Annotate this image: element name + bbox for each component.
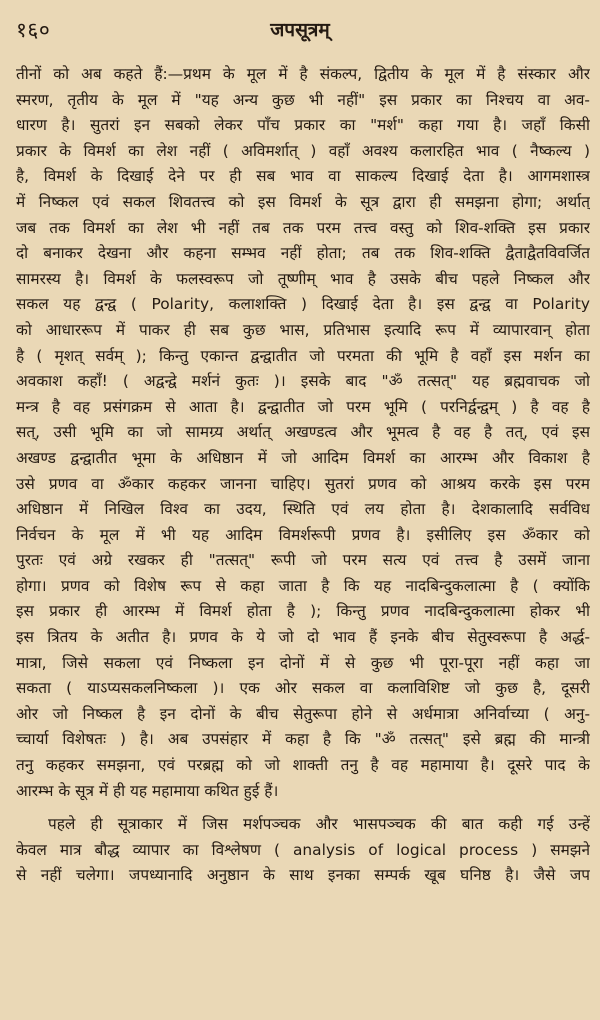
text-line: निर्वचन के मूल में भी यह आदिम विमर्शरूपी प्रणव है। इसीलिए इस ॐकार को	[16, 525, 590, 544]
page-number: १६०	[16, 18, 51, 42]
text-line: इस प्रकार ही आरम्भ में विमर्श होता है ); किन्तु प्रणव नादबिन्दुकलात्मा होकर भी	[16, 602, 590, 621]
text-line: पुरतः एवं अग्रे रखकर ही "तत्सत्" रूपी जो परम सत्य एवं तत्त्व है उसमें जाना	[16, 551, 590, 570]
text-line: केवल मात्र बौद्ध व्यापार का विश्लेषण ( analysis of logical process ) समझने	[16, 840, 590, 859]
text-line: से नहीं चलेगा। जपध्यानादि अनुष्ठान के साथ इनका सम्पर्क खूब घनिष्ठ है। जैसे जप	[16, 866, 590, 885]
text-line: ओर जो निष्कल है इन दोनों के बीच सेतुरूपा होने से अर्धमात्रा अनिर्वाच्या ( अनु-	[16, 704, 590, 723]
text-line: अवकाश कहाँ! ( अद्वन्द्वे मर्शनं कुतः )। इसके बाद "ॐ तत्सत्" यह ब्रह्मवाचक जो	[16, 372, 590, 391]
text-line: सकल यह द्वन्द्व ( Polarity, कलाशक्ति ) दिखाई देता है। इस द्वन्द्व वा Polarity	[16, 295, 590, 314]
text-line: मन्त्र है वह प्रसंगक्रम से आता है। द्वन्द्वातीत जो परम भूमि ( परनिर्द्वन्द्वम् ) है वह है	[16, 397, 590, 416]
text-line: च्चार्या विशेषतः ) है। अब उपसंहार में कहा है कि "ॐ तत्सत्" इसे ब्रह्म की मान्त्री	[16, 730, 590, 749]
page-header	[0, 16, 600, 46]
text-line: अधिष्ठान में निखिल विश्व का उदय, स्थिति एवं लय होता है। देशकालादि सर्वविध	[16, 500, 590, 519]
text-line: सकता ( याऽप्यसकलनिष्कला )। एक ओर सकल वा कलाविशिष्ट जो कुछ है, दूसरी	[16, 679, 590, 698]
paragraph	[16, 62, 590, 804]
text-line: जब तक विमर्श का लेश भी नहीं तब तक परम तत्त्व वस्तु को शिव-शक्ति इस प्रकार	[16, 218, 590, 237]
running-title: जपसूत्रम्	[270, 19, 330, 41]
text-line: तीनों को अब कहते हैं:—प्रथम के मूल में है संकल्प, द्वितीय के मूल में है संस्कार और	[16, 65, 590, 83]
text-line: सत्, उसी भूमि का जो सामग्र्य अर्थात् अखण्डत्व और भूमत्व है वह है तत्, एवं इस	[16, 423, 590, 442]
text-line: है ( मृशत् सर्वम् ); किन्तु एकान्त द्वन्द्वातीत जो परमता की भूमि है वहाँ इस मर्शन का	[16, 346, 590, 365]
text-line: प्रकार के विमर्श का लेश नहीं ( अविमर्शात् ) वहाँ अवश्य कलारहित भाव ( नैष्कल्य )	[16, 141, 590, 160]
paragraph	[16, 812, 590, 889]
text-line: सामरस्य है। विमर्श के फलस्वरूप जो तूष्णीम् भाव है उसके बीच पहले निष्कल और	[16, 269, 590, 288]
text-line: है, विमर्श के दिखाई देने पर ही सब भाव वा साकल्य दिखाई देता है। आगमशास्त्र	[16, 167, 590, 186]
text-line: उसे प्रणव वा ॐकार कहकर जानना चाहिए। सुतरां प्रणव को आश्रय करके इस परम	[16, 474, 590, 493]
text-line: अखण्ड द्वन्द्वातीत भूमा के अधिष्ठान में जो आदिम विमर्श का आरम्भ और विकाश है	[16, 448, 590, 467]
text-line: आरम्भ के सूत्र में ही यह महामाया कथित हुई हैं।	[16, 781, 279, 800]
text-line: में निष्कल एवं सकल शिवतत्त्व को इस विमर्श के सूत्र द्वारा ही समझना होगा; अर्थात्	[16, 192, 590, 211]
text-line: मात्रा, जिसे सकला एवं निष्कला इन दोनों में से कुछ भी पूरा-पूरा नहीं कहा जा	[16, 653, 590, 672]
body-text	[16, 62, 590, 889]
text-line: धारण है। सुतरां इन सबको लेकर पाँच प्रकार का "मर्श" कहा गया है। जहाँ किसी	[16, 116, 590, 135]
text-line: होगा। प्रणव को विशेष रूप से कहा जाता है कि यह नादबिन्दुकलात्मा है ( क्योंकि	[16, 576, 590, 595]
text-line: पहले ही सूत्राकार में जिस मर्शपञ्चक और भासपञ्चक की बात कही गई उन्हें	[48, 815, 590, 834]
text-line: स्मरण, तृतीय के मूल में "यह अन्य कुछ भी नहीं" इस प्रकार का निश्चय वा अव-	[16, 90, 590, 109]
text-line: तनु कहकर समझना, एवं परब्रह्म को जो शाक्ती तनु है वह महामाया है। दूसरे पाद के	[16, 756, 590, 775]
text-line: इस त्रितय के अतीत है। प्रणव के ये जो दो भाव हैं इनके बीच सेतुस्वरूपा है अर्द्ध-	[16, 628, 590, 647]
text-line: को आधाररूप में पाकर ही सब कुछ भास, प्रतिभास इत्यादि रूप में व्यापारवान् होता	[16, 320, 590, 339]
paragraph-gap	[16, 804, 590, 812]
text-line: दो बनाकर देखना और कहना सम्भव नहीं होता; तब तक शिव-शक्ति द्वैताद्वैतविवर्जित	[16, 244, 590, 263]
